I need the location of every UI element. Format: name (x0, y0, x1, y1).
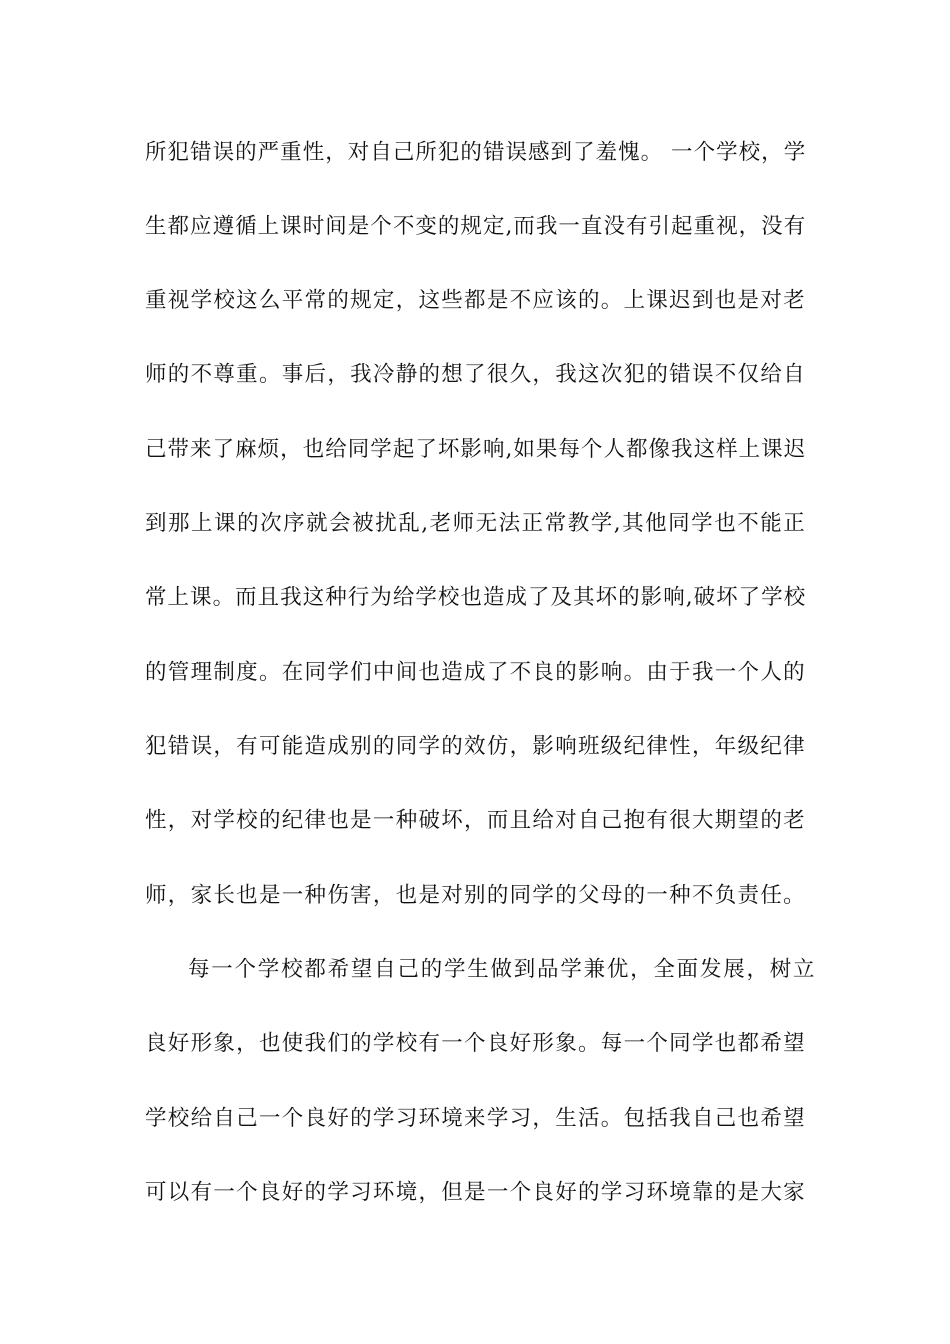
text-line-15: 可以有一个良好的学习环境，但是一个良好的学习环境靠的是大家 (145, 1180, 806, 1205)
paragraph-2-first-line: 每一个学校都希望自己的学生做到品学兼优，全面发展，树立 (188, 957, 817, 982)
text-line-13: 良好形象，也使我们的学校有一个良好形象。每一个同学也都希望 (145, 1031, 806, 1056)
text-line-6: 到那上课的次序就会被扰乱,老师无法正常教学,其他同学也不能正 (145, 511, 807, 536)
text-line-5: 己带来了麻烦，也给同学起了坏影响,如果每个人都像我这样上课迟 (145, 437, 807, 462)
text-line-10: 性，对学校的纪律也是一种破坏，而且给对自己抱有很大期望的老 (145, 808, 806, 833)
text-line-9: 犯错误，有可能造成别的同学的效仿，影响班级纪律性，年级纪律 (145, 734, 806, 759)
text-line-14: 学校给自己一个良好的学习环境来学习，生活。包括我自己也希望 (145, 1106, 806, 1131)
text-line-3: 重视学校这么平常的规定，这些都是不应该的。上课迟到也是对老 (145, 288, 806, 313)
text-line-2: 生都应遵循上课时间是个不变的规定,而我一直没有引起重视，没有 (145, 214, 807, 239)
text-line-7: 常上课。而且我这种行为给学校也造成了及其坏的影响,破坏了学校 (145, 585, 807, 610)
text-line-8: 的管理制度。在同学们中间也造成了不良的影响。由于我一个人的 (145, 660, 806, 685)
text-line-1: 所犯错误的严重性，对自己所犯的错误感到了羞愧。 一个学校，学 (145, 140, 807, 165)
text-line-11: 师，家长也是一种伤害，也是对别的同学的父母的一种不负责任。 (145, 883, 806, 908)
text-line-4: 师的不尊重。事后，我冷静的想了很久，我这次犯的错误不仅给自 (145, 362, 806, 387)
